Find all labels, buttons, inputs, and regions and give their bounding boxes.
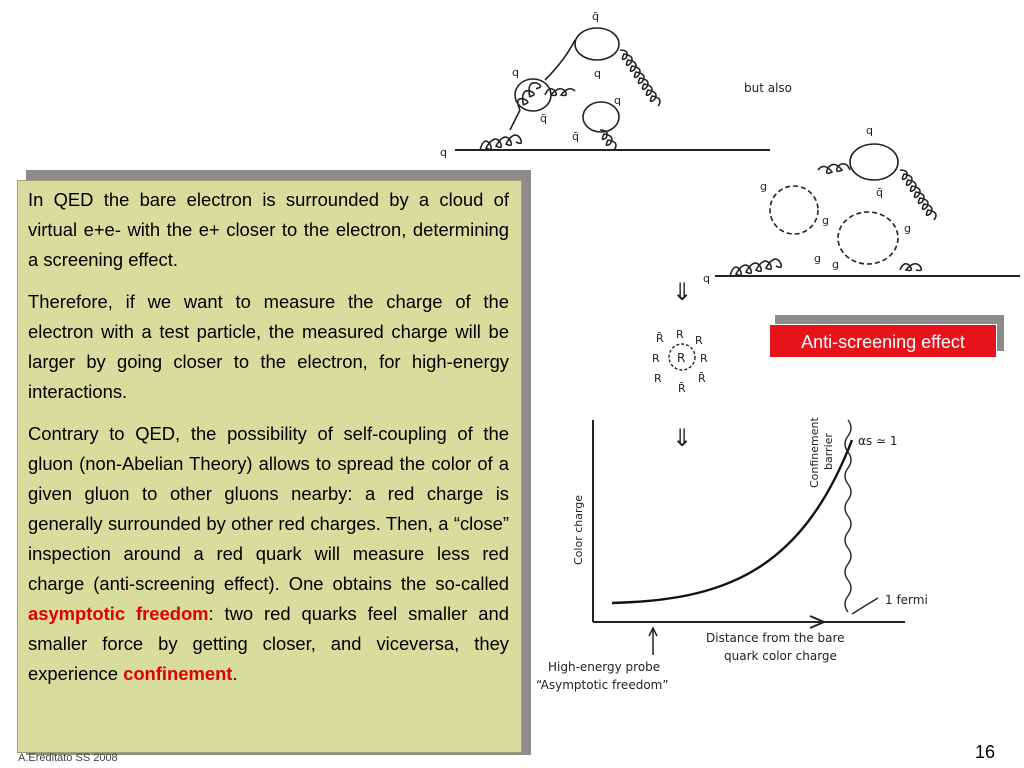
page-number: 16 [975,742,996,762]
svg-text:g: g [760,180,767,193]
svg-text:g: g [814,252,821,265]
svg-text:R: R [695,334,703,347]
confinement-highlight: confinement [123,663,233,684]
svg-text:q: q [440,146,447,159]
svg-text:“Asymptotic freedom”: “Asymptotic freedom” [536,678,669,692]
asymptotic-freedom-highlight: asymptotic freedom [28,603,209,624]
explanation-text-box [17,180,522,753]
svg-text:barrier: barrier [822,433,835,470]
svg-text:quark color charge: quark color charge [724,649,837,663]
p3-text-start: Contrary to QED, the possibility of self-coupling of the gluon (non-Abelian Theory) allows to spread the color of a given gluon to other gluons nearby: a red charge is generally surrounded by other red charges. Then, a “close” inspection around a red quark will measure less red charge (anti-screening effect). One obtains the so-called [28,423,509,594]
svg-text:1 fermi: 1 fermi [885,593,928,607]
paragraph-qed-screening: In QED the bare electron is surrounded by a cloud of virtual e+e- with the e+ closer to the electron, determining a screening effect. [28,189,509,270]
p3-text-middle: : two red quarks feel smaller and smaller force by getting closer, and viceversa, they experience [28,603,509,684]
svg-text:g: g [832,258,839,271]
svg-text:q̄: q̄ [572,130,579,143]
footer-author: A.Ereditato SS 2008 [18,752,118,764]
svg-text:q̄: q̄ [540,112,547,125]
svg-text:αs ≃ 1: αs ≃ 1 [858,434,898,448]
svg-text:R: R [676,328,684,341]
svg-text:Distance from the bare: Distance from the bare [706,631,845,645]
color-charge-cluster [652,328,708,395]
feynman-top-labels [440,10,792,159]
svg-text:g: g [904,222,911,235]
feynman-diagram-top [455,28,770,150]
svg-text:q: q [512,66,519,79]
svg-text:High-energy probe: High-energy probe [548,660,661,674]
svg-text:R̄: R̄ [656,332,664,345]
down-arrow-1: ⇓ [672,278,693,306]
paragraph-charge-measurement: Therefore, if we want to measure the charge of the electron with a test particle, the measured charge will be larger by going closer to the electron, for high-energy interactions. [28,291,509,402]
down-arrow-2: ⇓ [672,424,693,452]
p3-text-end: . [232,663,238,684]
color-charge-graph [536,416,928,692]
svg-text:q: q [614,94,621,107]
feynman-bottom-labels [703,124,911,285]
svg-text:Color charge: Color charge [572,494,585,565]
svg-text:R: R [652,352,660,365]
svg-text:but also: but also [744,81,793,95]
svg-text:R: R [677,351,686,365]
svg-text:q: q [866,124,873,137]
svg-text:R̄: R̄ [698,372,706,385]
feynman-diagram-bottom [715,144,1020,276]
svg-text:q̄: q̄ [592,10,599,23]
paragraph-qcd-antiscreening [28,419,509,689]
svg-text:R: R [654,372,662,385]
svg-text:q: q [594,67,601,80]
quark-loop-1 [575,28,619,60]
svg-text:q̄: q̄ [876,186,883,199]
svg-text:Confinement: Confinement [808,417,821,488]
anti-screening-badge: Anti-screening effect [769,324,997,358]
svg-text:R: R [700,352,708,365]
svg-text:g: g [822,214,829,227]
svg-text:q: q [703,272,710,285]
svg-text:R̄: R̄ [678,382,686,395]
